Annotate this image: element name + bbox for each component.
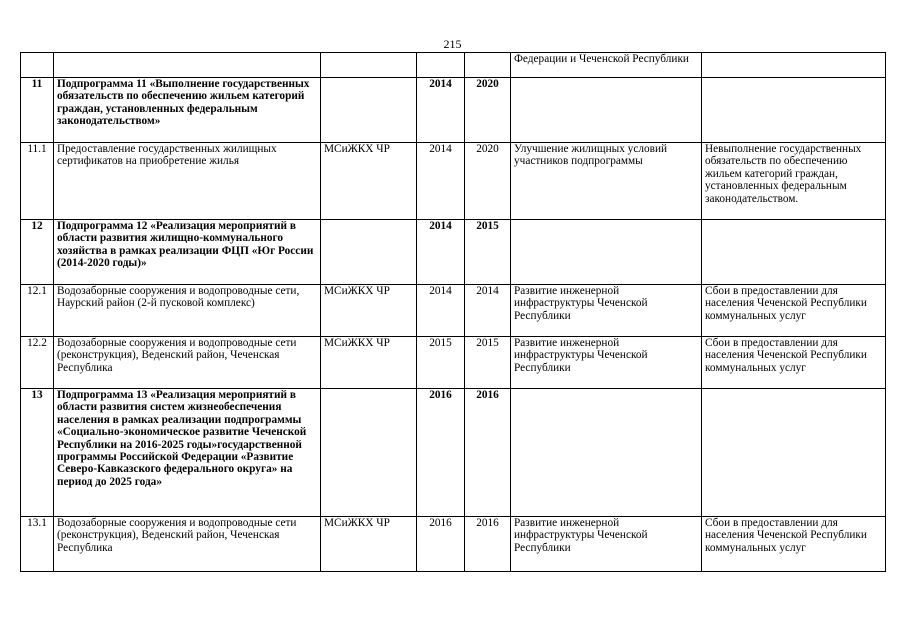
consequence: [702, 78, 886, 143]
start-year: [417, 53, 465, 78]
table-row: [21, 389, 886, 517]
consequence: Невыполнение государственных обязательств по обеспечению жильем категорий граждан, установленных федеральным законодательством.: [702, 143, 886, 220]
row-number: 13.1: [21, 517, 54, 572]
start-year: 2014: [417, 78, 465, 143]
consequence: Сбои в предоставлении для населения Чеченской Республики коммунальных услуг: [702, 285, 886, 337]
executor: [321, 53, 417, 78]
activity-name: Предоставление государственных жилищных сертификатов на приобретение жилья: [54, 143, 321, 220]
end-year: 2020: [465, 78, 511, 143]
executor: МСиЖКХ ЧР: [321, 337, 417, 389]
executor: МСиЖКХ ЧР: [321, 143, 417, 220]
end-year: 2016: [465, 517, 511, 572]
executor: МСиЖКХ ЧР: [321, 285, 417, 337]
start-year: 2016: [417, 389, 465, 517]
activity-name: Водозаборные сооружения и водопроводные сети, Наурский район (2-й пусковой комплекс): [54, 285, 321, 337]
expected-result: Федерации и Чеченской Республики: [511, 53, 702, 78]
executor: [321, 78, 417, 143]
row-number: 12: [21, 220, 54, 285]
row-number: 13: [21, 389, 54, 517]
row-number: 12.2: [21, 337, 54, 389]
activity-name: Водозаборные сооружения и водопроводные сети (реконструкция), Веденский район, Чеченская Республика: [54, 337, 321, 389]
expected-result: [511, 389, 702, 517]
end-year: [465, 53, 511, 78]
end-year: 2015: [465, 337, 511, 389]
expected-result: Развитие инженерной инфраструктуры Чеченской Республики: [511, 337, 702, 389]
activity-name: Водозаборные сооружения и водопроводные сети (реконструкция), Веденский район, Чеченская Республика: [54, 517, 321, 572]
consequence: Сбои в предоставлении для населения Чеченской Республики коммунальных услуг: [702, 517, 886, 572]
consequence: [702, 220, 886, 285]
executor: [321, 220, 417, 285]
table-row: [21, 78, 886, 143]
executor: [321, 389, 417, 517]
start-year: 2014: [417, 220, 465, 285]
expected-result: Развитие инженерной инфраструктуры Чеченской Республики: [511, 517, 702, 572]
table-row: [21, 285, 886, 337]
executor: МСиЖКХ ЧР: [321, 517, 417, 572]
consequence: [702, 53, 886, 78]
program-table: [20, 52, 886, 572]
activity-name: Подпрограмма 12 «Реализация мероприятий в области развития жилищно-коммунального хозяйства в рамках реализации ФЦП «Юг России (2014-2020 годы)»: [54, 220, 321, 285]
start-year: 2014: [417, 143, 465, 220]
start-year: 2014: [417, 285, 465, 337]
table-row: [21, 53, 886, 78]
expected-result: [511, 220, 702, 285]
end-year: 2014: [465, 285, 511, 337]
consequence: Сбои в предоставлении для населения Чеченской Республики коммунальных услуг: [702, 337, 886, 389]
activity-name: Подпрограмма 13 «Реализация мероприятий в области развития систем жизнеобеспечения населения в рамках реализации подпрограммы «Социально-экономическое развитие Чеченской Республики на 2016-2025 годы»государственной программы Российской Федерации «Развитие Северо-Кавказского федерального округа» на период до 2025 года»: [54, 389, 321, 517]
page-number: 215: [443, 37, 462, 51]
expected-result: [511, 78, 702, 143]
consequence: [702, 389, 886, 517]
start-year: 2015: [417, 337, 465, 389]
table-row: [21, 143, 886, 220]
end-year: 2020: [465, 143, 511, 220]
row-number: 12.1: [21, 285, 54, 337]
table-row: [21, 517, 886, 572]
row-number: 11.1: [21, 143, 54, 220]
row-number: 11: [21, 78, 54, 143]
end-year: 2015: [465, 220, 511, 285]
expected-result: Улучшение жилищных условий участников подпрограммы: [511, 143, 702, 220]
activity-name: Подпрограмма 11 «Выполнение государственных обязательств по обеспечению жильем категорий граждан, установленных федеральным законодательством»: [54, 78, 321, 143]
activity-name: [54, 53, 321, 78]
table-row: [21, 337, 886, 389]
expected-result: Развитие инженерной инфраструктуры Чеченской Республики: [511, 285, 702, 337]
row-number: [21, 53, 54, 78]
start-year: 2016: [417, 517, 465, 572]
end-year: 2016: [465, 389, 511, 517]
table-row: [21, 220, 886, 285]
